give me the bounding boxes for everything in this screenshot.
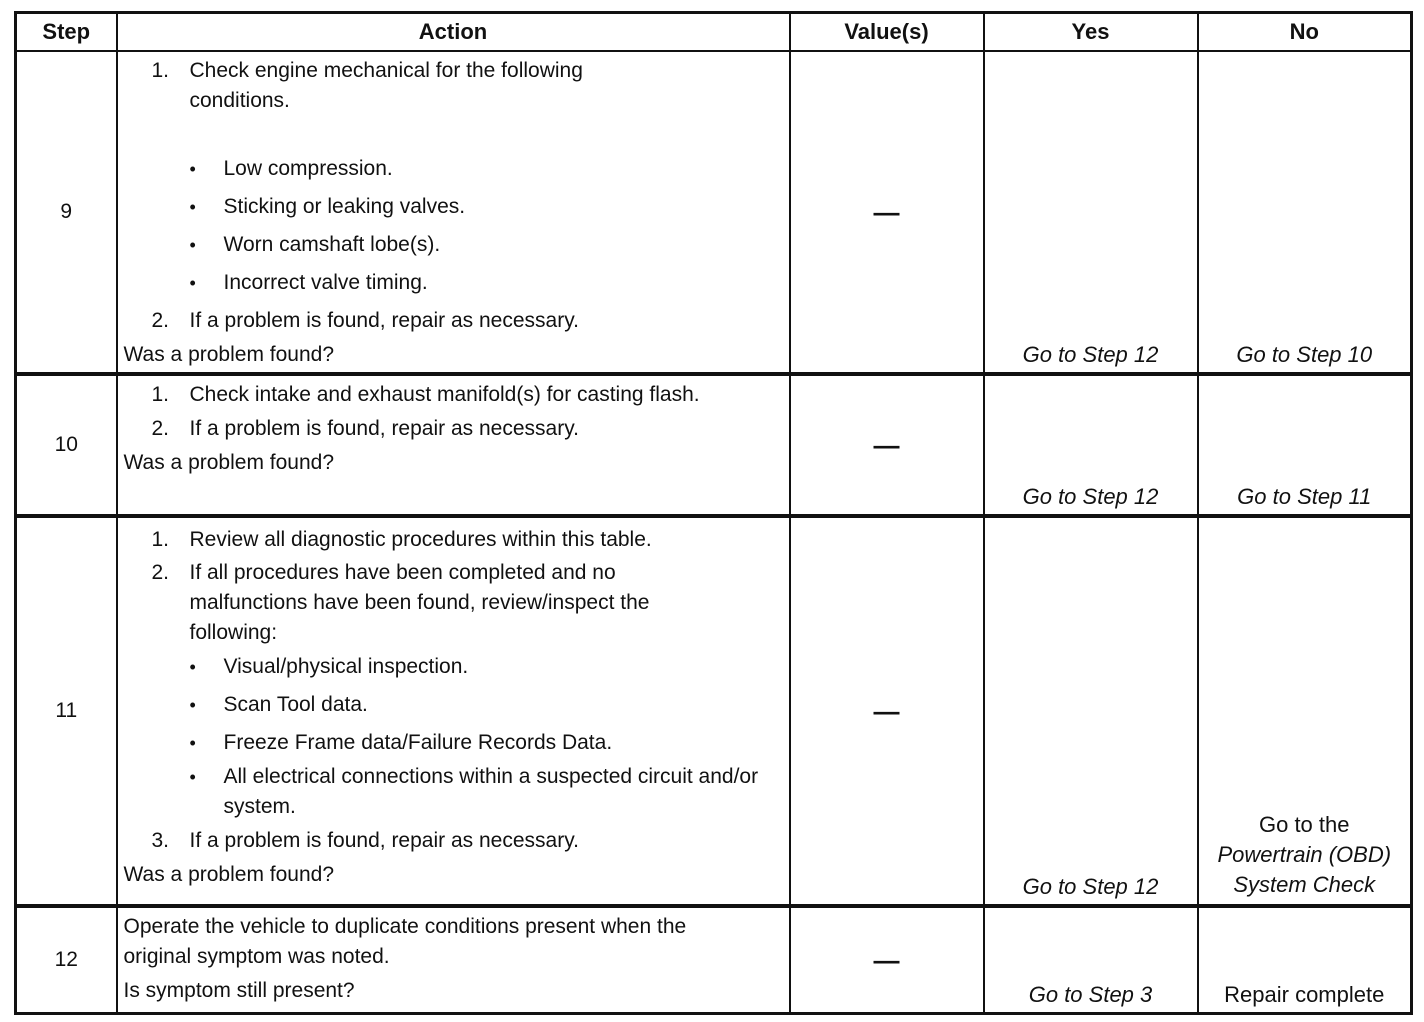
header-step: Step <box>16 13 117 52</box>
no-cell <box>1198 906 1412 1014</box>
action-item <box>124 822 783 860</box>
bullet-text: Low compression. <box>223 157 393 180</box>
item-text: Check intake and exhaust manifold(s) for casting flash. <box>189 383 700 406</box>
bullet-text: Visual/physical inspection. <box>223 655 469 678</box>
bullet-text: Freeze Frame data/Failure Records Data. <box>223 731 613 754</box>
action-item <box>124 302 783 340</box>
diagnostic-table <box>14 11 1413 1015</box>
header-no: No <box>1198 13 1412 52</box>
no-link-line-1: Powertrain (OBD) <box>1217 842 1392 867</box>
no-cell <box>1198 516 1412 906</box>
yes-cell: Go to Step 12 <box>984 374 1198 516</box>
action-text: Operate the vehicle to duplicate conditions present when the original symptom was noted. <box>123 915 687 968</box>
bullet-item <box>124 264 783 302</box>
question-text: Was a problem found? <box>123 343 335 366</box>
value-cell: — <box>790 906 984 1014</box>
action-cell <box>117 374 790 516</box>
item-text: Check engine mechanical for the following conditions. <box>189 59 583 112</box>
bullet-item <box>124 188 783 226</box>
bullet-text: Sticking or leaking valves. <box>223 195 466 218</box>
action-item <box>124 56 783 116</box>
yes-cell: Go to Step 12 <box>984 51 1198 374</box>
bullet-text: All electrical connections within a suspected circuit and/or system. <box>223 765 759 818</box>
item-number: 1. <box>151 528 170 551</box>
item-number: 2. <box>151 561 170 584</box>
no-cell: Go to Step 11 <box>1198 374 1412 516</box>
bullet-item <box>124 686 783 724</box>
table-row-step-9 <box>16 51 1412 374</box>
action-item <box>124 522 783 558</box>
header-values: Value(s) <box>790 13 984 52</box>
table-row-step-12 <box>16 906 1412 1014</box>
value-cell: — <box>790 516 984 906</box>
header-row <box>16 13 1412 52</box>
value-cell: — <box>790 374 984 516</box>
no-cell: Go to Step 10 <box>1198 51 1412 374</box>
action-item <box>124 380 783 410</box>
bullet-icon: • <box>189 695 196 715</box>
question-text: Is symptom still present? <box>123 979 355 1002</box>
action-item <box>124 410 783 448</box>
no-text: Repair complete <box>1224 982 1385 1007</box>
bullet-item <box>124 724 783 762</box>
item-text: If a problem is found, repair as necessary. <box>189 417 579 440</box>
bullet-icon: • <box>189 159 196 179</box>
bullet-item <box>124 762 783 822</box>
bullet-icon: • <box>189 235 196 255</box>
yes-cell: Go to Step 12 <box>984 516 1198 906</box>
action-item <box>124 558 783 648</box>
step-number: 9 <box>16 51 117 374</box>
bullet-icon: • <box>189 197 196 217</box>
item-number: 3. <box>151 829 170 852</box>
header-yes: Yes <box>984 13 1198 52</box>
item-text: If a problem is found, repair as necessary. <box>189 309 579 332</box>
item-number: 1. <box>151 383 170 406</box>
bullet-icon: • <box>189 657 196 677</box>
bullet-item <box>124 226 783 264</box>
table-row-step-10 <box>16 374 1412 516</box>
action-cell <box>117 516 790 906</box>
value-cell: — <box>790 51 984 374</box>
question-text: Was a problem found? <box>123 451 335 474</box>
no-prefix: Go to the <box>1258 812 1350 837</box>
item-text: Review all diagnostic procedures within this table. <box>189 528 652 551</box>
bullet-icon: • <box>189 767 196 787</box>
item-text: If all procedures have been completed and no malfunctions have been found, review/inspect the following: <box>189 561 650 644</box>
bullet-icon: • <box>189 273 196 293</box>
bullet-item <box>124 150 783 188</box>
bullet-text: Scan Tool data. <box>223 693 368 716</box>
header-action: Action <box>117 13 790 52</box>
action-cell <box>117 906 790 1014</box>
no-link-line-2: System Check <box>1233 872 1376 897</box>
item-number: 2. <box>151 309 170 332</box>
yes-cell: Go to Step 3 <box>984 906 1198 1014</box>
item-number: 2. <box>151 417 170 440</box>
bullet-text: Incorrect valve timing. <box>223 271 428 294</box>
question-text: Was a problem found? <box>123 863 335 886</box>
bullet-icon: • <box>189 733 196 753</box>
step-number: 11 <box>16 516 117 906</box>
item-number: 1. <box>151 59 170 82</box>
bullet-item <box>124 648 783 686</box>
step-number: 10 <box>16 374 117 516</box>
bullet-text: Worn camshaft lobe(s). <box>223 233 441 256</box>
step-number: 12 <box>16 906 117 1014</box>
diagnostic-table-container <box>14 11 1410 1014</box>
table-row-step-11 <box>16 516 1412 906</box>
item-text: If a problem is found, repair as necessary. <box>189 829 579 852</box>
action-cell <box>117 51 790 374</box>
